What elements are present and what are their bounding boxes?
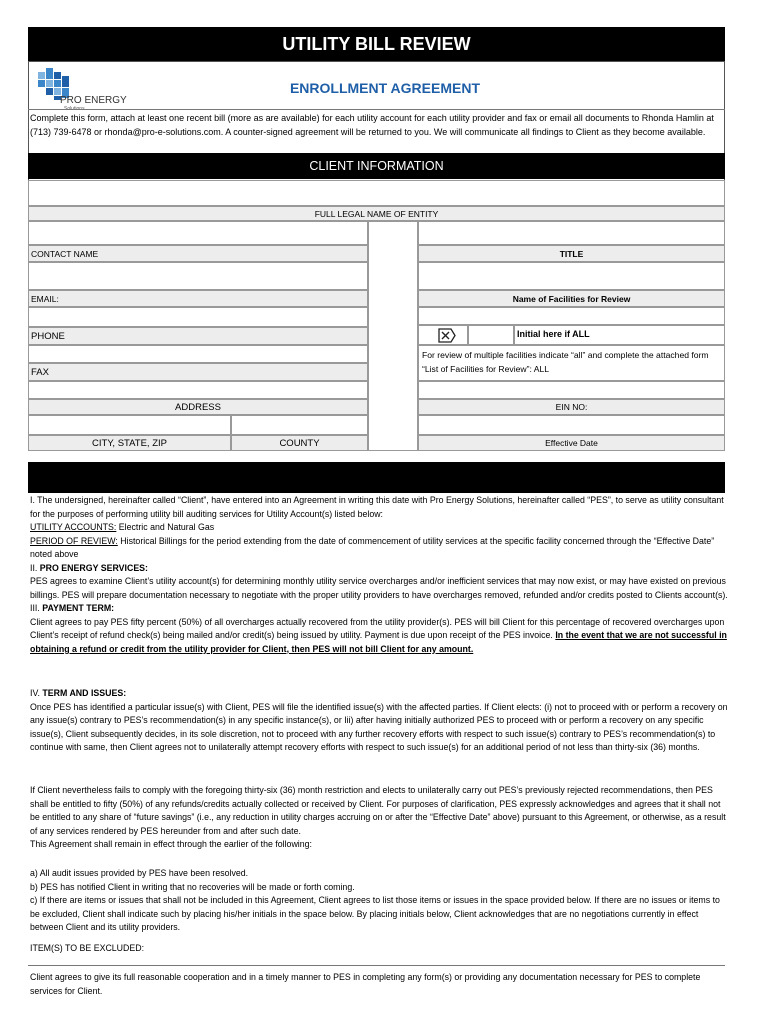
utility-accounts [30,521,730,535]
agreement-section-4 [30,687,730,755]
checkbox-cell[interactable] [418,325,468,345]
utility-accounts-label: UTILITY ACCOUNTS: [30,522,117,532]
effective-date-label: Effective Date [418,435,725,451]
section-3-heading: III. PAYMENT TERM: [30,603,115,613]
section-2-text: PES agrees to examine Client’s utility account(s) for determining monthly utility service overcharges and/or inefficient services that may now exist, or may have existed on previous billings. PES will prepare documentation necessary to negotiate with the proper utility providers to have overcharges removed, refunded and/or credits posted to Clients account(s). [30,576,728,600]
fax-label: FAX [28,363,368,381]
divider [28,965,725,966]
logo-text: PRO ENERGY [60,95,127,106]
city-state-zip-input[interactable] [28,415,231,435]
facilities-label: Name of Facilities for Review [418,290,725,307]
title-input[interactable] [418,221,725,245]
agreement-intro: I. The undersigned, hereinafter called “Client”, have entered into an Agreement in writing this date with Pro Energy Solutions, hereinafter called “PES”, to serve as utility consultant for the purposes of performing utility bill auditing services for Utility Account(s) listed below: [30,495,724,519]
section-4-text: Once PES has identified a particular issue(s) with Client, PES will file the identified issue(s) with the affected parties. If Client elects: (i) not to proceed with or perform a recovery on any issue(s) contrary to PES’s recommendation(s) in any specific instance(s), or Iii) after having initially authorized PES to proceed with or perform a recovery on any specific issue(s), Client subsequently decides, in its sole discretion, not to proceed with any further recovery efforts with respect to such issue(s) contrary to PES’s recommendation(s) to continue with same, then Client agrees not to unilaterally attempt recovery efforts with respect to such issue(s) for an additional period of not less than thirty-six (36) months. [30,701,728,752]
phone-label: PHONE [28,327,368,345]
contact-name-label: CONTACT NAME [28,245,368,262]
facilities-input-2[interactable] [418,307,725,325]
condition-c: c) If there are items or issues that shall not be included in this Agreement, Client agrees to list those items or issues in the space provided below. If there are no issues or items to be excluded, Client shall indicate such by placing his/her initials in the space below. By placing initials below, Client acknowledges that are no negotiations currently in effect between Client and its utility providers. [30,895,720,932]
period-of-review-label: PERIOD OF REVIEW: [30,535,118,546]
email-input[interactable] [28,262,368,290]
section-4-heading: IV. TERM AND ISSUES: [30,688,127,698]
email-label: EMAIL: [28,290,368,307]
address-input[interactable] [28,381,368,399]
condition-a: a) All audit issues provided by PES have been resolved. [30,868,249,878]
cooperation-text: Client agrees to give its full reasonable cooperation and in a timely manner to PES in completing any form(s) or providing any documentation necessary for PES to complete services for Client. [30,972,701,996]
divider [28,109,725,110]
section-3-text: Client agrees to pay PES fifty percent (50%) of all overcharges actually recovered from the utility provider(s). PES will bill Client for this percentage of recovered overcharges upon Client’s receipt of refund check(s) being mailed and/or credit(s) being issued by utility. Payment is due upon receipt of the PES invoice. In the event that we are not successful in obtaining a refund or credit from the utility provider for Client, then PES will not bill Client for any amount. [30,616,727,654]
agreement-nevertheless [30,784,730,852]
full-legal-name-input[interactable] [28,180,725,206]
city-state-zip-label: CITY, STATE, ZIP [28,435,231,451]
excluded-items-label: ITEM(S) TO BE EXCLUDED: [30,943,145,953]
condition-b: b) PES has notified Client in writing that no recoveries will be made or forth coming. [30,881,355,892]
phone-input[interactable] [28,307,368,327]
contact-name-input[interactable] [28,221,368,245]
termination-conditions [30,867,730,935]
full-legal-name-label: FULL LEGAL NAME OF ENTITY [28,206,725,221]
title-label: TITLE [418,245,725,262]
form-title: UTILITY BILL REVIEW [28,27,725,61]
no-bill-guarantee: In the event that we are not successful in obtaining a refund or credit from the utility provider for Client, then PES will not bill Client for any amount. [30,630,727,654]
multi-facility-note: For review of multiple facilities indicate “all” and complete the attached form “List of Facilities for Review”: ALL [418,345,725,381]
effect-text: This Agreement shall remain in effect through the earlier of the following: [30,839,312,849]
intro-instructions: Complete this form, attach at least one recent bill (more as are available) for each utility account for each utility provider and fax or email all documents to Rhonda Hamlin at (713) 739-6478 or rhonda@pro-e-solutions.com. A counter-signed agreement will be returned to you. We will communicate all findings to Client as they become available. [30,113,714,137]
checkbox-x-icon [438,328,456,343]
period-of-review-value: Historical Billings for the period extending from the date of commencement of utility services at the specific facility concerned through the “Effective Date” noted above [30,535,715,559]
utility-accounts-value: Electric and Natural Gas [116,522,215,532]
ein-label: EIN NO: [418,399,725,415]
period-of-review [30,535,730,562]
client-info-header: CLIENT INFORMATION [28,153,725,179]
address-label: ADDRESS [28,399,368,415]
fax-input[interactable] [28,345,368,363]
initial-all-input[interactable] [468,325,514,345]
nevertheless-text: If Client nevertheless fails to comply with the foregoing thirty-six (36) month restriction and elects to unilaterally carry out PES’s previously rejected recommendations, then PES shall be entitled to fifty (50%) of any refunds/credits actually collected or received by Client. For purposes of clarification, PES expressly acknowledges and agrees that it shall not be entitled to any share of “future savings” (i.e., any reduction in utility charges accruing on or after the “Effective Date” above) pursuant to this Agreement, or otherwise, as a result of any services rendered by PES hereunder from and after such date. [30,785,726,836]
section-2-heading: II. PRO ENERGY SERVICES: [30,562,148,573]
column-separator [368,221,418,451]
agreement-section-1 [30,494,730,656]
facilities-input[interactable] [418,262,725,290]
initial-all-label: Initial here if ALL [514,325,725,345]
agreement-header-bar [28,462,725,493]
county-input[interactable] [231,415,368,435]
county-label: COUNTY [231,435,368,451]
form-subtitle: ENROLLMENT AGREEMENT [289,80,481,96]
effective-date-input[interactable] [418,415,725,435]
ein-input[interactable] [418,381,725,399]
